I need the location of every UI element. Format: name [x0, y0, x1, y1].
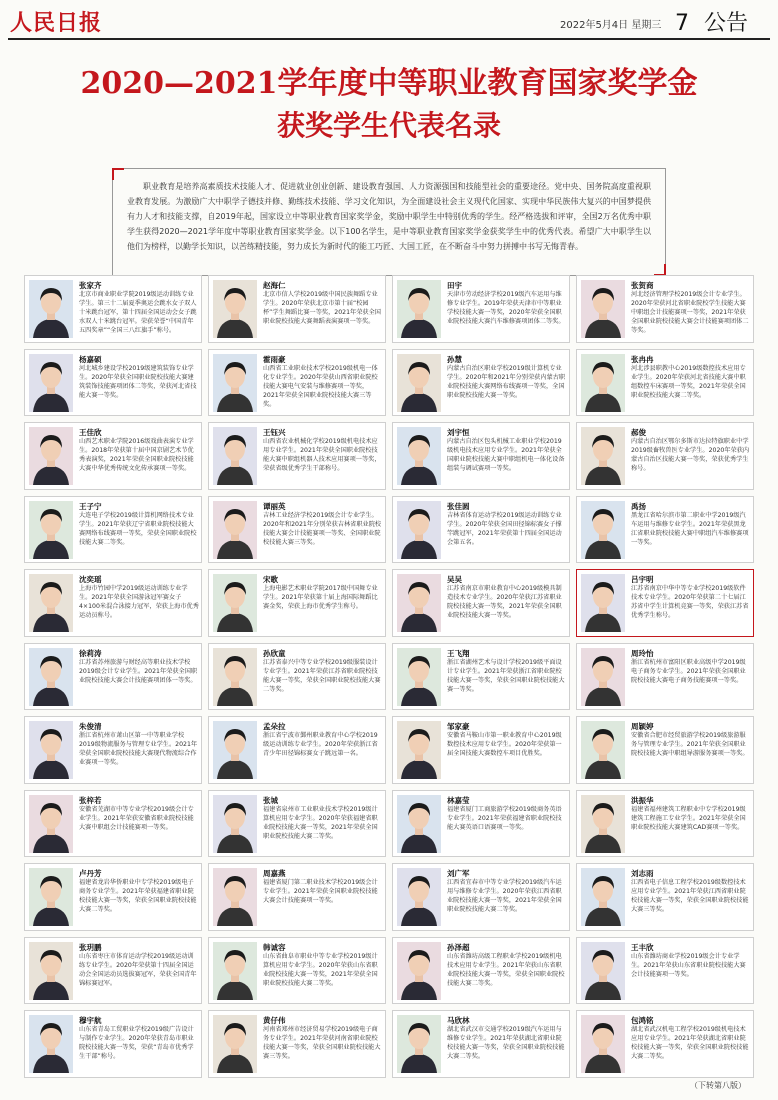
student-card	[576, 349, 754, 417]
student-photo	[29, 868, 73, 926]
student-name: 吴吴	[447, 575, 462, 584]
student-card	[392, 863, 570, 931]
student-name: 周颖婷	[631, 722, 654, 731]
student-description: 安徽省合肥市经贸旅游学校2019级旅游服务与管理专业学生。2021年荣获全国职业院校技能大赛中职组导游服务赛项一等奖。	[631, 732, 749, 757]
student-card	[24, 496, 202, 564]
student-photo	[29, 280, 73, 338]
student-card	[208, 863, 386, 931]
student-description: 山西省农业机械化学校2019级机电技术应用专业学生。2021年荣获全国职业院校技能大赛中职组机器人技术应用赛项一等奖，荣获省级优秀学生干部称号。	[263, 438, 381, 472]
student-name: 沈奕瑶	[79, 575, 102, 584]
student-name: 孟朵拉	[263, 722, 286, 731]
title-line-1: 2020—2021学年度中等职业教育国家奖学金	[80, 66, 698, 101]
student-card	[392, 275, 570, 343]
student-photo	[213, 280, 257, 338]
student-photo	[581, 574, 625, 632]
student-card	[392, 716, 570, 784]
student-description: 江西省宜春市中等专业学校2019级汽车运用与维修专业学生。2020年荣获江西省职业院校技能大赛一等奖，2021年荣获全国职业院校技能大赛二等奖。	[447, 879, 562, 913]
newspaper-logo: 人民日报	[10, 10, 103, 36]
student-description: 山东省青岛工贸职业学校2019级广告设计与制作专业学生。2020年荣获青岛市职业院校技能大赛一等奖，荣获“青岛市优秀学生干部”称号。	[79, 1026, 194, 1060]
student-name: 赵海仁	[263, 281, 286, 290]
student-photo	[581, 795, 625, 853]
student-description: 浙江省宁波市鄞州职业教育中心学校2019级运动训练专业学生。2020年荣获浙江省青少年田径锦标赛女子跳远第一名。	[263, 732, 378, 757]
student-photo	[581, 501, 625, 559]
student-description: 山东省曲阜市职业中等专业学校2019级计算机应用专业学生。2020年荣获山东省职业院校技能大赛一等奖，2021年荣获全国职业院校技能大赛二等奖。	[263, 952, 378, 987]
student-card	[392, 643, 570, 711]
student-card	[208, 569, 386, 637]
student-photo	[213, 354, 257, 412]
student-name: 孙泽超	[447, 942, 470, 952]
student-photo	[29, 648, 73, 706]
masthead	[0, 0, 778, 38]
student-photo	[397, 280, 441, 338]
student-description: 天津市劳动经济学校2019级汽车运用与维修专业学生。2019年荣获天津市中等职业学校技能大赛一等奖，2020年荣获全国职业院校技能大赛汽车维修赛项团体二等奖。	[447, 291, 565, 325]
student-name: 张玥鹏	[79, 942, 102, 952]
student-description: 河北经济管理学校2019级会计专业学生。2020年荣获河北省职业院校学生技能大赛中职组会计技能赛项一等奖，2021年荣获全国职业院校技能大赛会计技能赛项团体二等奖。	[631, 291, 749, 334]
student-name: 韩诚容	[263, 942, 286, 952]
student-name: 林嘉莹	[447, 795, 470, 805]
student-name: 邹家豪	[447, 722, 470, 731]
student-name: 张城	[263, 795, 278, 805]
student-description: 山西省工业职业技术学校2019级机电一体化专业学生。2020年荣获山西省职业院校技能大赛电气安装与维修赛项一等奖，2021年荣获全国职业院校技能大赛三等奖。	[263, 364, 378, 408]
student-description: 北京市商业职业学院2019级运动训练专业学生。第三十二届夏季奥运会跳水女子双人十米跳台冠军，第十四届全国运动会女子跳水双人十米跳台冠军。荣获荣誉“中国青年五四奖章”“全国三八红旗手”称号。	[79, 291, 197, 334]
student-description: 江苏省南京中华中等专业学校2019级软件技术专业学生。2020年荣获第二十七届江苏省中学生计算机竞赛一等奖，荣获江苏省优秀学生称号。	[631, 585, 749, 619]
student-photo	[581, 868, 625, 926]
student-photo	[397, 868, 441, 926]
student-name: 张贺商	[631, 281, 654, 290]
student-card	[24, 937, 202, 1005]
student-card	[576, 1010, 754, 1078]
title-line-2: 获奖学生代表名录	[276, 109, 501, 142]
student-photo	[29, 795, 73, 853]
section-name: 公告	[704, 11, 749, 36]
student-description: 安徽省马鞍山市第一职业教育中心2019级数控技术应用专业学生。2020年荣获第一届全国技能大赛数控车项目优胜奖。	[447, 732, 562, 757]
student-description: 上海电影艺术职业学院2017级中国舞专业学生。2021年荣获第十届上海国际舞蹈比赛金奖，荣获上海市优秀学生称号。	[263, 585, 378, 610]
student-name: 周嘉燕	[263, 869, 286, 878]
student-photo	[213, 574, 257, 632]
student-photo	[397, 795, 441, 853]
student-name: 黄仔伟	[263, 1016, 286, 1025]
student-photo	[29, 501, 73, 559]
student-name: 禹扬	[631, 501, 646, 511]
student-name: 包鸿铭	[631, 1016, 654, 1025]
student-photo	[397, 1015, 441, 1073]
student-description: 浙江省湖州艺术与设计学校2019级平面设计专业学生。2021年荣获浙江省职业院校技能大赛一等奖，荣获全国职业院校技能大赛一等奖。	[447, 658, 565, 693]
student-card	[24, 422, 202, 490]
student-card	[576, 422, 754, 490]
student-photo	[213, 868, 257, 926]
student-name: 孙慧	[447, 354, 462, 364]
student-description: 江西省电子信息工程学校2019级数控技术应用专业学生。2021年荣获江西省职业院校技能大赛一等奖，荣获全国职业院校技能大赛三等奖。	[631, 879, 749, 913]
student-card	[208, 643, 386, 711]
student-description: 吉林省体育运动学校2019级运动训练专业学生。2020年荣获全国田径锦标赛女子撑竿跳冠军，2021年荣获第十四届全国运动会第五名。	[447, 511, 562, 546]
student-card	[24, 275, 202, 343]
student-card	[576, 275, 754, 343]
student-card	[392, 422, 570, 490]
student-photo	[213, 501, 257, 559]
student-name: 张梓若	[79, 795, 102, 805]
student-photo	[29, 942, 73, 1000]
student-name: 王佳欣	[79, 428, 102, 437]
corner-ornament	[112, 168, 124, 180]
student-photo	[397, 721, 441, 779]
student-name: 孙欣童	[263, 648, 286, 658]
student-photo	[213, 942, 257, 1000]
student-description: 福建省福州建筑工程职业中专学校2019级建筑工程施工专业学生。2021年荣获全国职业院校技能大赛建筑CAD赛项一等奖。	[631, 805, 746, 831]
student-name: 张冉冉	[631, 354, 654, 364]
student-description: 浙江省杭州市萧山区第一中等职业学校2019级物流服务与管理专业学生。2021年荣获全国职业院校技能大赛现代物流综合作业赛项一等奖。	[79, 732, 198, 766]
student-description: 湖北省武汉市交通学校2019级汽车运用与维修专业学生。2021年荣获湖北省职业院校技能大赛一等奖，荣获全国职业院校技能大赛二等奖。	[447, 1026, 565, 1060]
student-name: 张家齐	[79, 281, 102, 290]
student-description: 安徽省芜湖市中等专业学校2019级会计专业学生。2021年荣获安徽省职业院校技能大赛中职组会计技能赛项一等奖。	[79, 805, 194, 831]
page-label	[675, 6, 748, 37]
student-name: 王丰欣	[631, 942, 654, 952]
student-name: 穆宇航	[79, 1016, 102, 1025]
student-card	[208, 496, 386, 564]
student-photo	[581, 427, 625, 485]
student-description: 福建省厦门第二职业技术学校2019级会计专业学生。2021年荣获全国职业院校技能大赛会计技能赛项一等奖。	[263, 879, 378, 904]
student-photo	[397, 648, 441, 706]
student-name: 王钰兴	[263, 428, 286, 437]
student-photo	[213, 648, 257, 706]
student-photo	[581, 354, 625, 412]
student-card	[208, 349, 386, 417]
student-photo	[581, 721, 625, 779]
student-photo	[213, 1015, 257, 1073]
student-name: 吕宇明	[631, 575, 654, 584]
student-photo	[581, 648, 625, 706]
student-card	[24, 863, 202, 931]
intro-box	[112, 168, 666, 276]
student-card	[208, 1010, 386, 1078]
student-name: 杨嘉硕	[79, 354, 102, 364]
student-card	[392, 349, 570, 417]
student-description: 江苏省苏州旅游与财经高等职业技术学校2019级会计专业学生。2021年荣获全国职业院校技能大赛会计技能赛项团体一等奖。	[79, 658, 198, 684]
continued-note: （下转第八版）	[690, 1081, 746, 1090]
student-card	[392, 496, 570, 564]
intro-text: 职业教育是培养高素质技术技能人才、促进就业创业创新、建设教育强国、人力资源强国和技能型社会的重要途径。党中央、国务院高度重视职业教育发展。为激励广大中职学子德技并修、勤练技术技能、学习文化知识，为全面建设社会主义现代化国家、实现中华民族伟大复兴的中国梦提供有力人才和技能支撑，自2019年起，国家设立中等职业教育国家奖学金，奖励中职学生中特别优秀的学生。经严格选拔和评审，全国2万名优秀中职学生获得2020—2021学年度中等职业教育国家奖学金。以下100名学生，是中等职业教育国家奖学金获奖学生中的优秀代表。希望广大中职学生以他们为榜样，以勤学长知识，以苦练精技能，努力成长为新时代的能工巧匠、大国工匠，在不断奋斗中努力拼搏中书写无悔青春。	[127, 182, 651, 251]
student-description: 浙江省杭州市富阳区职业高级中学2019级电子商务专业学生。2021年荣获全国职业院校技能大赛电子商务技能赛项一等奖。	[631, 658, 746, 684]
student-description: 江苏省泰兴中等专业学校2019级服装设计专业学生。2021年荣获江苏省职业院校技能大赛一等奖，荣获全国职业院校技能大赛二等奖。	[263, 658, 381, 693]
student-card	[576, 496, 754, 564]
student-name: 洪振华	[631, 795, 654, 805]
student-description: 北京市信人学校2019级中国民族舞蹈专业学生。2020年荣获北京市第十届“校园杯”学生舞蹈比赛一等奖，2021年荣获全国职业院校技能大赛舞蹈表演赛项一等奖。	[263, 291, 381, 325]
student-photo	[29, 354, 73, 412]
student-name: 朱俊清	[79, 722, 102, 731]
student-name: 卢丹芳	[79, 869, 102, 878]
student-description: 福建省龙岩华侨职业中专学校2019级电子商务专业学生。2021年荣获福建省职业院校技能大赛一等奖，荣获全国职业院校技能大赛二等奖。	[79, 879, 197, 913]
student-name: 徐莉涛	[79, 648, 102, 658]
student-card	[24, 716, 202, 784]
student-card	[392, 569, 570, 637]
student-card	[208, 790, 386, 858]
student-card	[208, 937, 386, 1005]
student-card	[576, 863, 754, 931]
student-name: 马欣林	[447, 1016, 470, 1025]
student-photo	[29, 427, 73, 485]
student-card	[24, 790, 202, 858]
student-photo	[29, 1015, 73, 1073]
student-description: 山西艺术职业学院2016级戏曲表演专业学生。2018年荣获第十届中国京剧艺术节优秀表演奖，2021年荣获全国职业院校技能大赛中华优秀传统文化传承赛项一等奖。	[79, 438, 194, 472]
student-description: 内蒙古自治区包头机械工业职业学校2019级机电技术应用专业学生。2021年荣获全国职业院校技能大赛中职组机电一体化设备组装与调试赛项一等奖。	[447, 438, 565, 472]
student-name: 刘宇恒	[447, 428, 470, 437]
student-description: 大连电子学校2019级计算机网络技术专业学生。2021年荣获辽宁省职业院校技能大赛网络布线赛项一等奖，荣获全国职业院校技能大赛二等奖。	[79, 511, 197, 546]
student-card	[392, 790, 570, 858]
student-description: 山东省枣庄市体育运动学校2019级运动训练专业学生。2020年荣获第十四届全国运动会全国运动员选拔赛冠军，荣获全国青年锦标赛冠军。	[79, 952, 197, 987]
student-description: 河南省郑州市经济贸易学校2019级电子商务专业学生。2021年荣获河南省职业院校技能大赛一等奖，荣获全国职业院校技能大赛三等奖。	[263, 1026, 381, 1060]
student-photo	[213, 721, 257, 779]
page-number: 7	[675, 11, 689, 36]
student-card	[208, 422, 386, 490]
masthead-divider	[8, 38, 770, 40]
student-name: 郝俊	[631, 428, 646, 437]
student-description: 山东省潍坊商业学校2019级会计专业学生。2021年荣获山东省职业院校技能大赛会计技能赛项一等奖。	[631, 952, 746, 978]
student-description: 湖北省武汉机电工程学校2019级机电技术应用专业学生。2021年荣获湖北省职业院校技能大赛一等奖，荣获全国职业院校技能大赛二等奖。	[631, 1026, 749, 1060]
student-photo	[581, 1015, 625, 1073]
student-card	[576, 643, 754, 711]
student-card	[208, 275, 386, 343]
student-name: 霍雨豪	[263, 354, 286, 364]
student-description: 河北城乡建设学校2019级建筑装饰专业学生。2020年荣获全国职业院校技能大赛建筑装饰技能赛项团体二等奖，荣获河北省技能大赛一等奖。	[79, 364, 197, 399]
student-card	[392, 1010, 570, 1078]
student-name: 周玲怡	[631, 648, 654, 658]
student-card	[24, 1010, 202, 1078]
student-photo	[581, 280, 625, 338]
student-name: 张佳圆	[447, 501, 470, 511]
student-card	[576, 790, 754, 858]
student-photo	[397, 427, 441, 485]
student-photo	[29, 721, 73, 779]
student-photo	[213, 427, 257, 485]
student-card	[24, 569, 202, 637]
student-description: 福建省厦门工商旅游学校2019级商务英语专业学生。2021年荣获福建省职业院校技能大赛英语口语赛项一等奖。	[447, 805, 562, 831]
student-photo	[397, 501, 441, 559]
student-description: 内蒙古自治区鄂尔多斯市达拉特旗职业中学2019级畜牧兽医专业学生。2020年荣获内蒙古自治区技能大赛一等奖，荣获优秀学生称号。	[631, 438, 750, 472]
student-card	[208, 716, 386, 784]
student-photo	[29, 574, 73, 632]
student-description: 黑龙江省哈尔滨市第二职业中学2019级汽车运用与维修专业学生。2021年荣获黑龙江省职业院校技能大赛中职组汽车维修赛项一等奖。	[631, 511, 749, 546]
student-name: 王飞翔	[447, 648, 470, 658]
student-card	[24, 643, 202, 711]
student-name: 谭丽英	[263, 501, 286, 511]
student-card	[576, 569, 754, 637]
student-card	[576, 937, 754, 1005]
student-photo	[397, 354, 441, 412]
page-title	[0, 62, 778, 146]
student-photo	[397, 574, 441, 632]
student-name: 王子宁	[79, 501, 102, 511]
student-name: 刘广军	[447, 869, 470, 878]
student-name: 刘志雨	[631, 869, 654, 878]
student-photo	[397, 942, 441, 1000]
student-description: 福建省泉州市工业职业技术学校2019级计算机应用专业学生。2020年荣获福建省职业院校技能大赛一等奖，2021年荣获全国职业院校技能大赛二等奖。	[263, 805, 378, 840]
student-photo	[581, 942, 625, 1000]
student-description: 山东省潍坊高级工程职业学校2019级机电技术应用专业学生。2021年荣获山东省职业院校技能大赛一等奖，荣获全国职业院校技能大赛二等奖。	[447, 952, 565, 987]
issue-date: 2022年5月4日 星期三	[560, 20, 662, 31]
student-description: 江苏省南京市职业教育中心2019级模具制造技术专业学生。2020年荣获江苏省职业院校技能大赛一等奖，2021年荣获全国职业院校技能大赛一等奖。	[447, 585, 562, 619]
student-name: 宋歌	[263, 575, 278, 584]
student-card	[576, 716, 754, 784]
student-card	[392, 937, 570, 1005]
student-description: 河北涉县职教中心2019级数控技术应用专业学生。2020年荣获河北省技能大赛中职组数控车床赛项一等奖，2021年荣获全国职业院校技能大赛二等奖。	[631, 364, 746, 399]
student-description: 上海市竹园中学2019级运动训练专业学生。2021年荣获全国游泳冠军赛女子4×100米混合泳接力冠军，荣获上海市优秀运动员称号。	[79, 585, 199, 619]
student-card	[24, 349, 202, 417]
student-description: 吉林工业经济学校2019级会计专业学生。2020年和2021年分别荣获吉林省职业院校技能大赛会计技能赛项一等奖、全国职业院校技能大赛三等奖。	[263, 511, 382, 546]
student-name: 田宇	[447, 281, 462, 290]
student-photo	[213, 795, 257, 853]
student-description: 内蒙古自治区职业学校2019级计算机专业学生。2020年和2021年分别荣获内蒙古职业院校技能大赛网络布线赛项一等奖，全国职业院校技能大赛一等奖。	[447, 364, 566, 399]
